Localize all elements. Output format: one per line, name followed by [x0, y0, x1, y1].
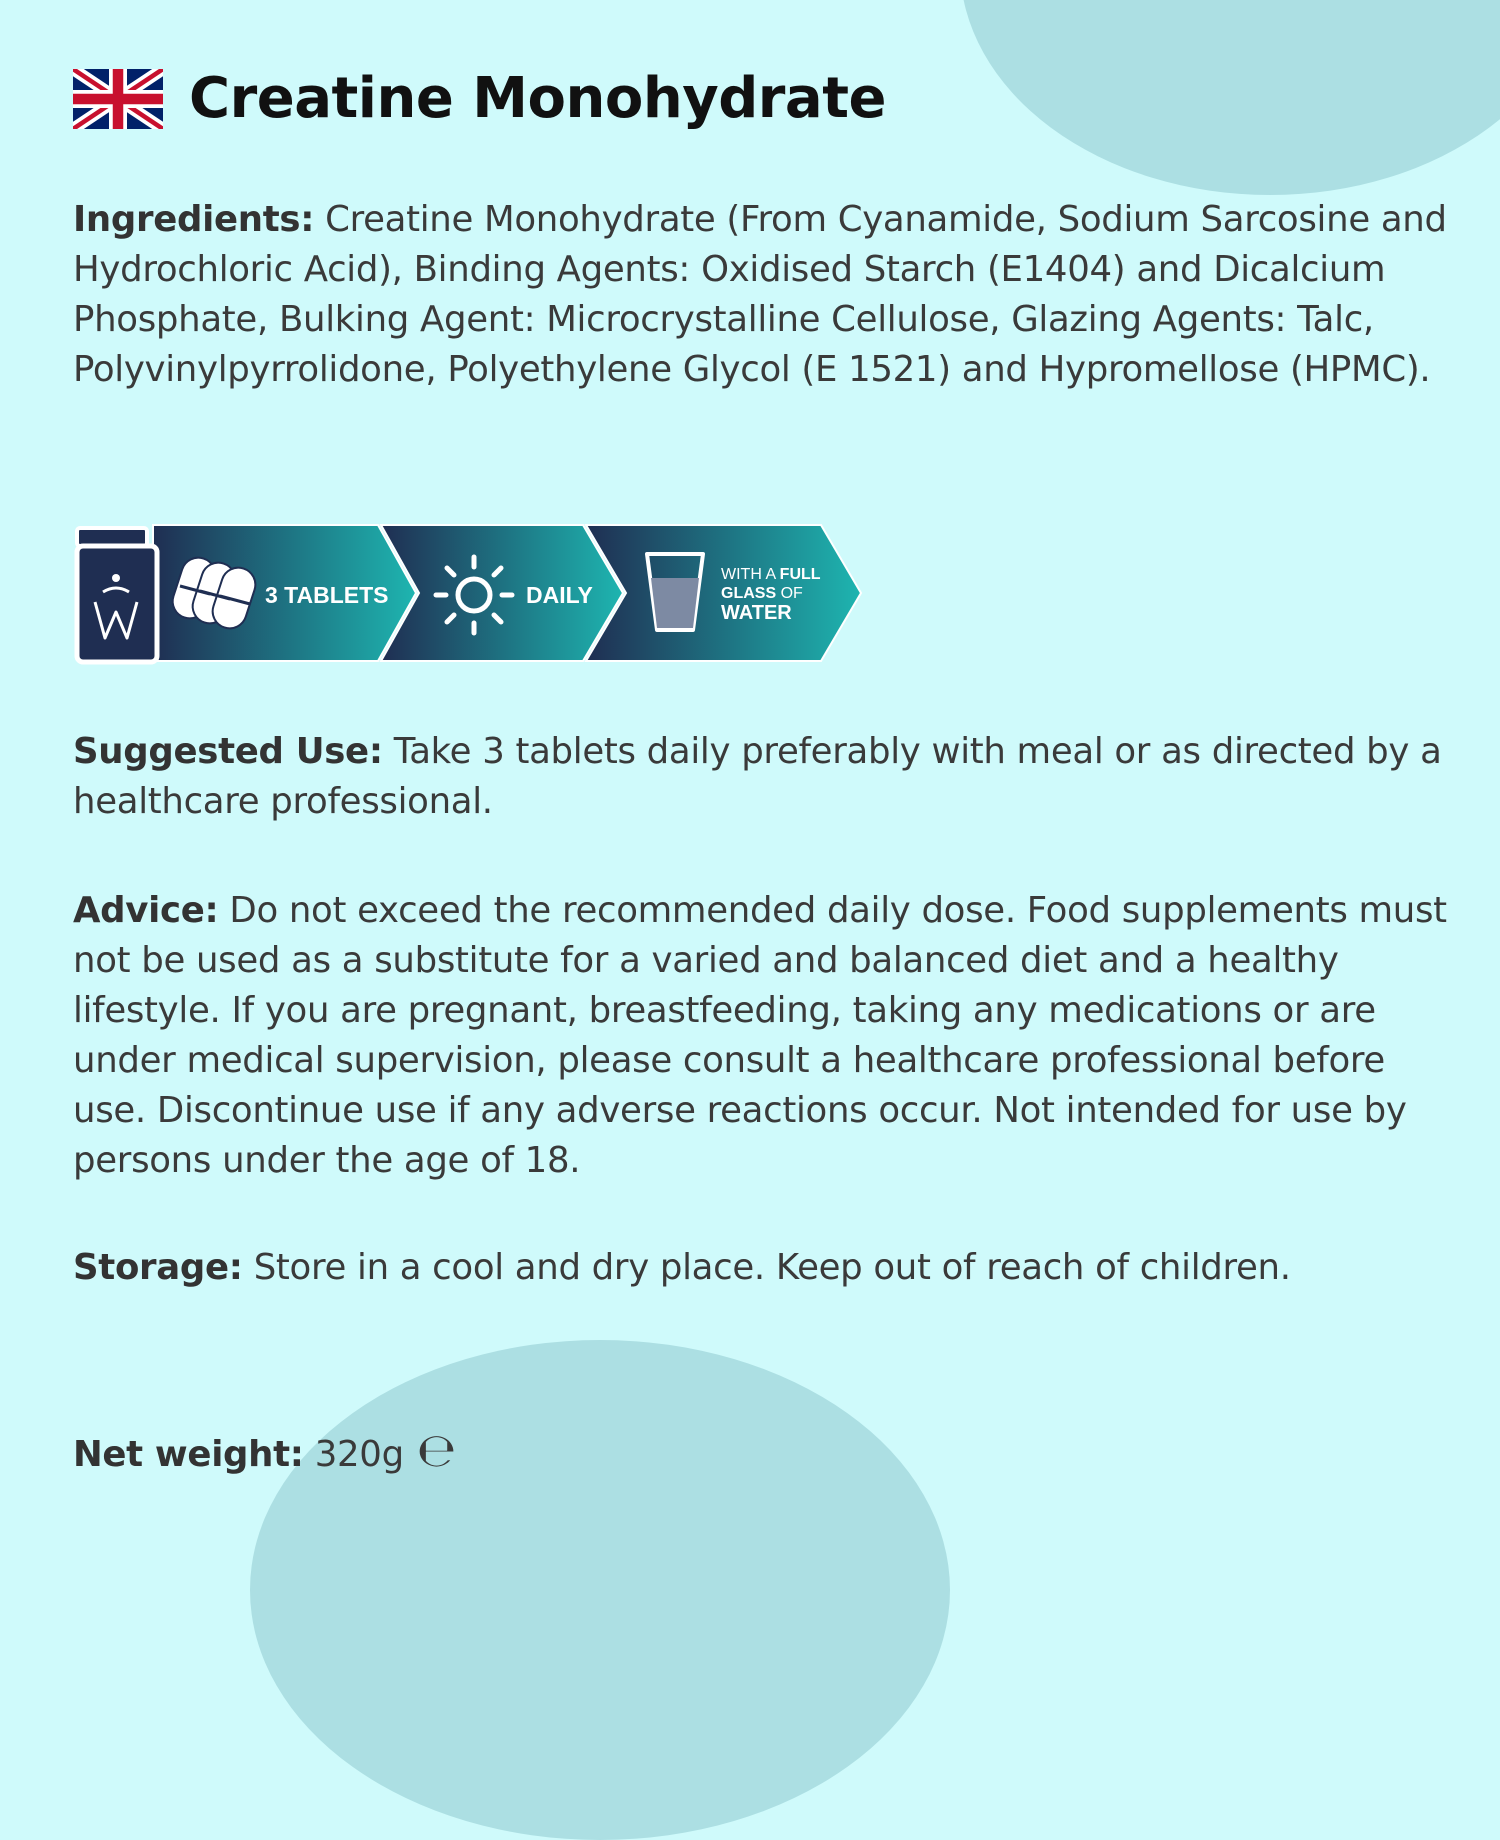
- suggested-use-label: Suggested Use:: [73, 731, 383, 772]
- dosage-banner: [73, 520, 873, 666]
- ingredients-label: Ingredients:: [73, 199, 315, 240]
- storage-text: Store in a cool and dry place. Keep out of reach of children.: [253, 1247, 1291, 1288]
- water-text-2: [721, 585, 803, 602]
- water-line2-b: OF: [776, 585, 803, 602]
- ingredients-section: [73, 195, 1463, 395]
- storage-section: [73, 1243, 1463, 1293]
- advice-label: Advice:: [73, 890, 219, 931]
- advice-text: Do not exceed the recommended daily dose. Food supplements must not be used as a substitute for a varied and balanced diet and a healthy lifestyle. If you are pregnant, breastfeeding, taking any medications or are under medical supervision, please consult a healthcare professional before use. Discontinue use if any adverse reactions occur. Not intended for use by persons under the age of 18.: [73, 890, 1447, 1181]
- background-blob-bottom: [250, 1340, 950, 1840]
- estimated-sign-icon: ℮: [416, 1423, 456, 1477]
- suggested-use-section: [73, 727, 1463, 827]
- ingredients-text: Creatine Monohydrate (From Cyanamide, Sodium Sarcosine and Hydrochloric Acid), Binding Agents: Oxidised Starch (E1404) and Dicalcium Phosphate, Bulking Agent: Microcrystalline Cellulose, Glazing Agents: Talc, Polyvinylpyrrolidone, Polyethylene Glycol (E 1521) and Hypromellose (HPMC).: [73, 199, 1447, 390]
- water-line1-b: FULL: [779, 566, 821, 583]
- page-title: Creatine Monohydrate: [189, 66, 886, 131]
- page-header: [73, 66, 886, 131]
- suggested-use-text: Take 3 tablets daily preferably with meal or as directed by a healthcare professional.: [73, 731, 1442, 822]
- background-blob-top: [960, 0, 1500, 195]
- uk-flag-icon: [73, 69, 163, 129]
- storage-label: Storage:: [73, 1247, 243, 1288]
- net-weight-section: [73, 1425, 1463, 1480]
- bottle-logo-icon: [77, 528, 157, 662]
- advice-section: [73, 886, 1463, 1186]
- water-line1-a: WITH A: [721, 566, 780, 583]
- water-line3: WATER: [721, 602, 792, 624]
- net-weight-label: Net weight:: [73, 1434, 304, 1475]
- tablets-label: 3 TABLETS: [265, 582, 389, 608]
- water-line2-a: GLASS: [721, 585, 777, 602]
- daily-label: DAILY: [526, 582, 593, 608]
- water-text: [721, 566, 821, 583]
- net-weight-value: 320g: [314, 1434, 404, 1475]
